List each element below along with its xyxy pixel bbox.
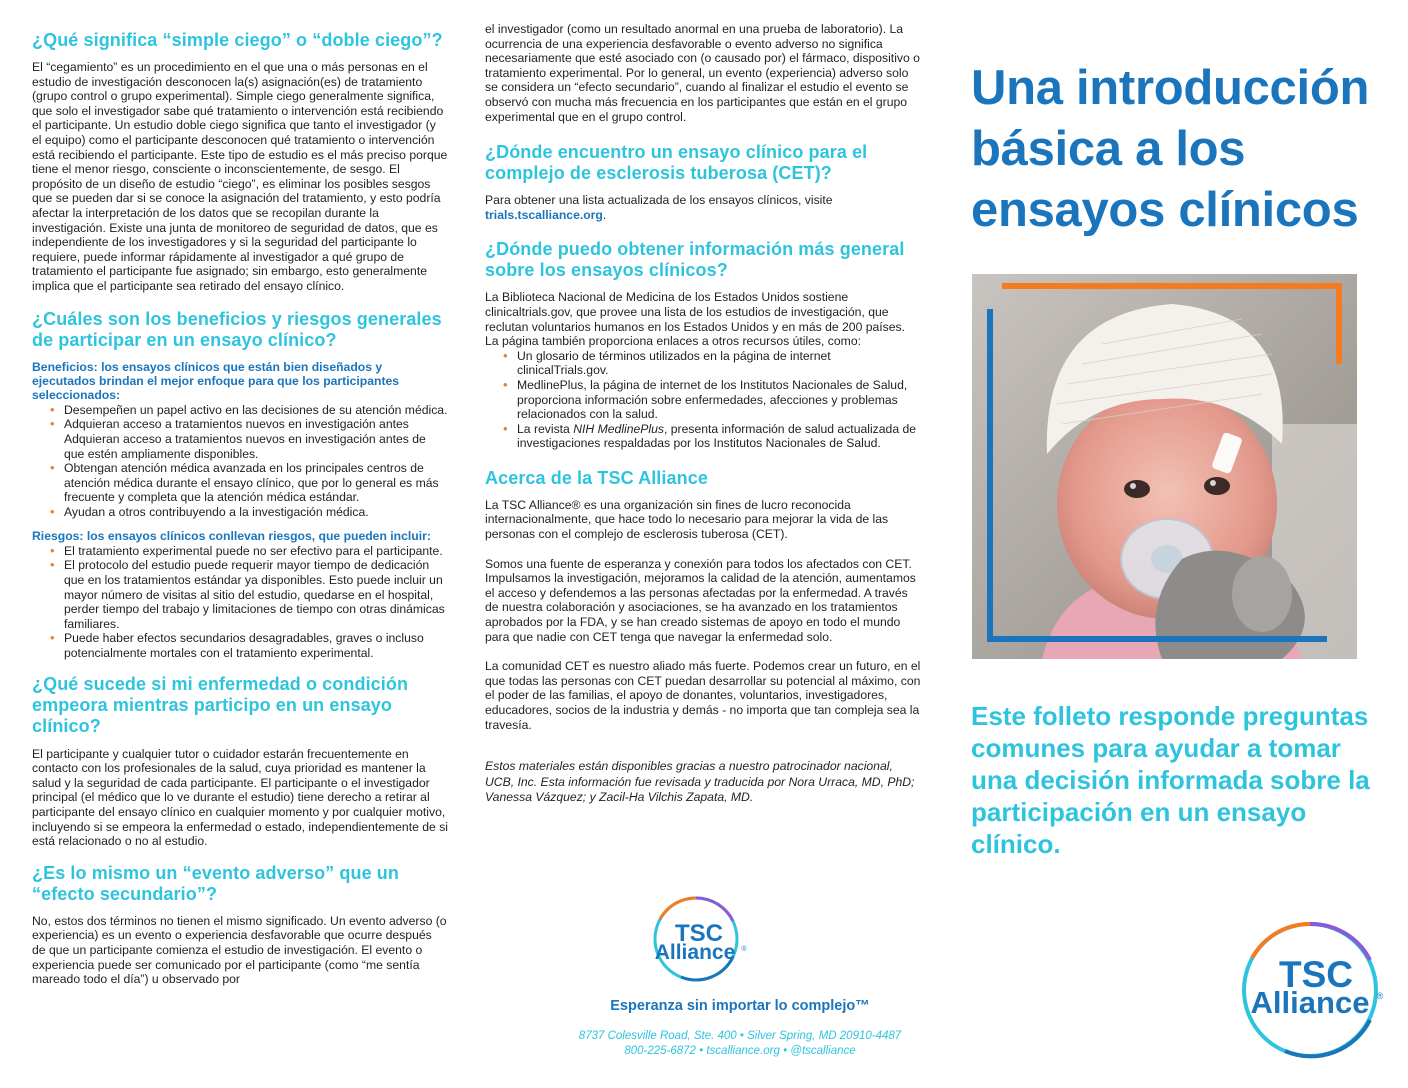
adverse-event-text: No, estos dos términos no tienen el mismo significado. Un evento adverso (o experiencia) es un evento o experiencia desfavorable que ocurre después de que un participante comienza el estudio de investigación. El evento o experiencia puede ser comunicado por el participante (como “me sentía mareado todo el día”) u observado por	[32, 913, 447, 987]
contact-block	[485, 1029, 995, 1059]
about-paragraph-2: Somos una fuente de esperanza y conexión para todos los afectados con CET. Impulsamos la investigación, mejoramos la calidad de la atención, aumentamos el acceso y defendemos a las personas afectadas por la enfermedad. A través de nuestra colaboración y asociaciones, se ha avanzado en los tratamientos aprobados por la FDA, y se han creado sistemas de apoyo en todo el mundo para que nadie con CET tenga que navegar la enfermedad solo.	[485, 556, 916, 644]
blinding-text: El “cegamiento” es un procedimiento en el que una o más personas en el estudio de investigación desconocen la(s) asignación(es) de tratamiento (grupo control o grupo experimental). Simple ciego generalmente significa, que solo el investigador sabe qué tratamiento o intervención está recibiendo el participante. Un estudio doble ciego significa que tanto el investigador (y el equipo) como el participante desconocen qué tratamiento o intervención está recibiendo el participante. Este tipo de estudio es el más preciso porque tiene el menor riesgo, consciente o inconscientemente, de sesgo. El propósito de un diseño de estudio “ciego”, es eliminar los posibles sesgos que se pueden dar si se conoce la asignación del tratamiento, y esto podría afectar la interpretación de los datos que se recopilan durante la investigación. Existe una junta de monitoreo de seguridad de datos, que es independiente de los investigadores y si la seguridad del participante lo requiere, puede informar rápidamente al investigador a qué grupo de tratamiento el participante fue asignado; sin embargo, esto generalmente implica que el participante sea retirado del ensayo clínico.	[32, 60, 448, 293]
logo-registered-mark: ®	[1376, 991, 1384, 1001]
item-text: , presenta información de salud actualizada de investigaciones respaldadas por los Institutos Nacionales de Salud.	[517, 421, 917, 451]
list-item: • Puede haber efectos secundarios desagradables, graves o incluso potencialmente mortales con el tratamiento experimental.	[64, 631, 448, 660]
logo-text-line1: TSC	[675, 920, 723, 947]
item-italic-text: NIH MedlinePlus	[573, 421, 664, 436]
list-item	[517, 422, 921, 451]
slogan: Esperanza sin importar lo complejo™	[610, 998, 870, 1014]
list-item: • Ayudan a otros contribuyendo a la investigación médica.	[64, 505, 448, 520]
about-paragraph-1: La TSC Alliance® es una organización sin fines de lucro reconocida internacionalmente, que hace todo lo necesario para mejorar la vida de las personas con el complejo de esclerosis tuberosa (CET).	[485, 497, 889, 542]
panel-middle	[485, 22, 921, 806]
trials-link[interactable]: trials.tscalliance.org	[485, 207, 603, 222]
list-item: • Desempeñen un papel activo en las decisiones de su atención médica.	[64, 403, 448, 418]
cover-title: Una introducción básica a los ensayos clínicos	[971, 61, 1370, 237]
cover-tagline: Este folleto responde preguntas comunes para ayudar a tomar una decisión informada sobre la participación en un ensayo clínico.	[971, 701, 1370, 859]
benefits-subheading: Beneficios: los ensayos clínicos que están bien diseñados y ejecutados brindan el mejor enfoque para que los participantes seleccionados:	[32, 359, 400, 403]
period: .	[602, 207, 607, 222]
panel-cover	[971, 58, 1381, 241]
logo-registered-mark: ®	[741, 946, 747, 953]
heading-condition-worsens: ¿Qué sucede si mi enfermedad o condición empeora mientras participo en un ensayo clínico?	[32, 673, 409, 736]
item-text: La revista	[517, 421, 574, 436]
risks-subheading: Riesgos: los ensayos clínicos conllevan riesgos, que pueden incluir:	[32, 529, 431, 544]
condition-worsens-text: El participante y cualquier tutor o cuidador estarán frecuentemente en contacto con los profesionales de la salud, cuya prioridad es mantener la salud y la seguridad de cada participante. El participante o el investigador principal (el médico que lo ve durante el estudio) tiene derecho a retirar al participante del ensayo clínico en cualquier momento y por cualquier motivo, incluyendo si se empeora la enfermedad o estado, independientemente de si está relacionado o no al estudio.	[32, 746, 449, 849]
address-line: 8737 Colesville Road, Ste. 400 • Silver Spring, MD 20910-4487	[578, 1030, 902, 1042]
baby-photo	[972, 274, 1357, 659]
find-trial-text	[485, 193, 921, 222]
general-info-text: La Biblioteca Nacional de Medicina de los Estados Unidos sostiene clinicaltrials.gov, que provee una lista de los estudios de investigación, que reclutan voluntarios humanos en los Estados Unidos y en más de 200 países. La página también proporciona enlaces a otros recursos útiles, como:	[485, 290, 906, 349]
list-item: • Obtengan atención médica avanzada en los principales centros de atención médica durante el ensayo clínico, que por lo general es más frecuente y completa que la atención médica estándar.	[64, 461, 448, 505]
heading-find-trial: ¿Dónde encuentro un ensayo clínico para el complejo de esclerosis tuberosa (CET)?	[485, 142, 868, 184]
logo-text-line1: TSC	[1279, 954, 1353, 995]
benefits-list	[32, 403, 448, 520]
tsc-alliance-logo-large	[1230, 915, 1390, 1065]
find-trial-sentence: Para obtener una lista actualizada de los ensayos clínicos, visite	[485, 193, 833, 208]
sponsor-note: Estos materiales están disponibles gracias a nuestro patrocinador nacional, UCB, Inc. Esta información fue revisada y traducida por Nora Urraca, MD, PhD; Vanessa Vázquez; y Zacil-Ha Vilchis Zapata, MD.	[485, 759, 915, 805]
heading-general-info: ¿Dónde puedo obtener información más general sobre los ensayos clínicos?	[485, 239, 905, 281]
list-item: • El tratamiento experimental puede no ser efectivo para el participante.	[64, 544, 448, 559]
list-item: • MedlinePlus, la página de internet de los Institutos Nacionales de Salud, proporciona información sobre enfermedades, afecciones y problemas relacionados con la salud.	[517, 378, 921, 422]
list-item: • Adquieran acceso a tratamientos nuevos en investigación antes Adquieran acceso a tratamientos nuevos en investigación antes de que estén ampliamente disponibles.	[64, 417, 448, 461]
panel-left	[32, 30, 448, 987]
list-item: • El protocolo del estudio puede requerir mayor tiempo de dedicación que en los tratamientos estándar ya disponibles. Esto puede incluir un mayor número de visitas al sitio del estudio, quedarse en el hospital, perder tiempo del trabajo y limitaciones de tiempo con otras dinámicas familiares.	[64, 558, 448, 631]
heading-about: Acerca de la TSC Alliance	[485, 467, 708, 488]
resources-list	[485, 349, 921, 451]
logo-text-line2: Alliance	[654, 941, 736, 964]
adverse-event-text-continued: el investigador (como un resultado anormal en una prueba de laboratorio). La ocurrencia de una experiencia desfavorable o evento adverso no significa necesariamente que esté asociado con (o causado por) el fármaco, dispositivo o tratamiento experimental. Por lo general, un evento (experiencia) adverso solo se considera un “efecto secundario”, cuando al finalizar el estudio el evento se observó con mucha más frecuencia en los participantes que están en el grupo experimental que en el grupo control.	[485, 22, 920, 124]
tsc-alliance-logo-small	[641, 893, 751, 985]
about-paragraph-3: La comunidad CET es nuestro aliado más fuerte. Podemos crear un futuro, en el que todas las personas con CET puedan desarrollar su potencial al máximo, con el poder de las familias, el apoyo de donantes, voluntarios, investigadores, educadores, socios de la industria y demás - no importa que tan compleja sea la travesía.	[485, 659, 921, 732]
heading-blinding: ¿Qué significa “simple ciego” o “doble ciego”?	[32, 30, 443, 50]
logo-text-line2: Alliance	[1250, 985, 1370, 1020]
heading-adverse-event: ¿Es lo mismo un “evento adverso” que un “efecto secundario”?	[32, 862, 399, 904]
heading-benefits-risks: ¿Cuáles son los beneficios y riesgos generales de participar en un ensayo clínico?	[32, 308, 442, 350]
risks-list	[32, 544, 448, 661]
list-item: • Un glosario de términos utilizados en la página de internet clinicalTrials.gov.	[517, 349, 921, 378]
contact-line: 800-225-6872 • tscalliance.org • @tscalliance	[624, 1045, 856, 1057]
